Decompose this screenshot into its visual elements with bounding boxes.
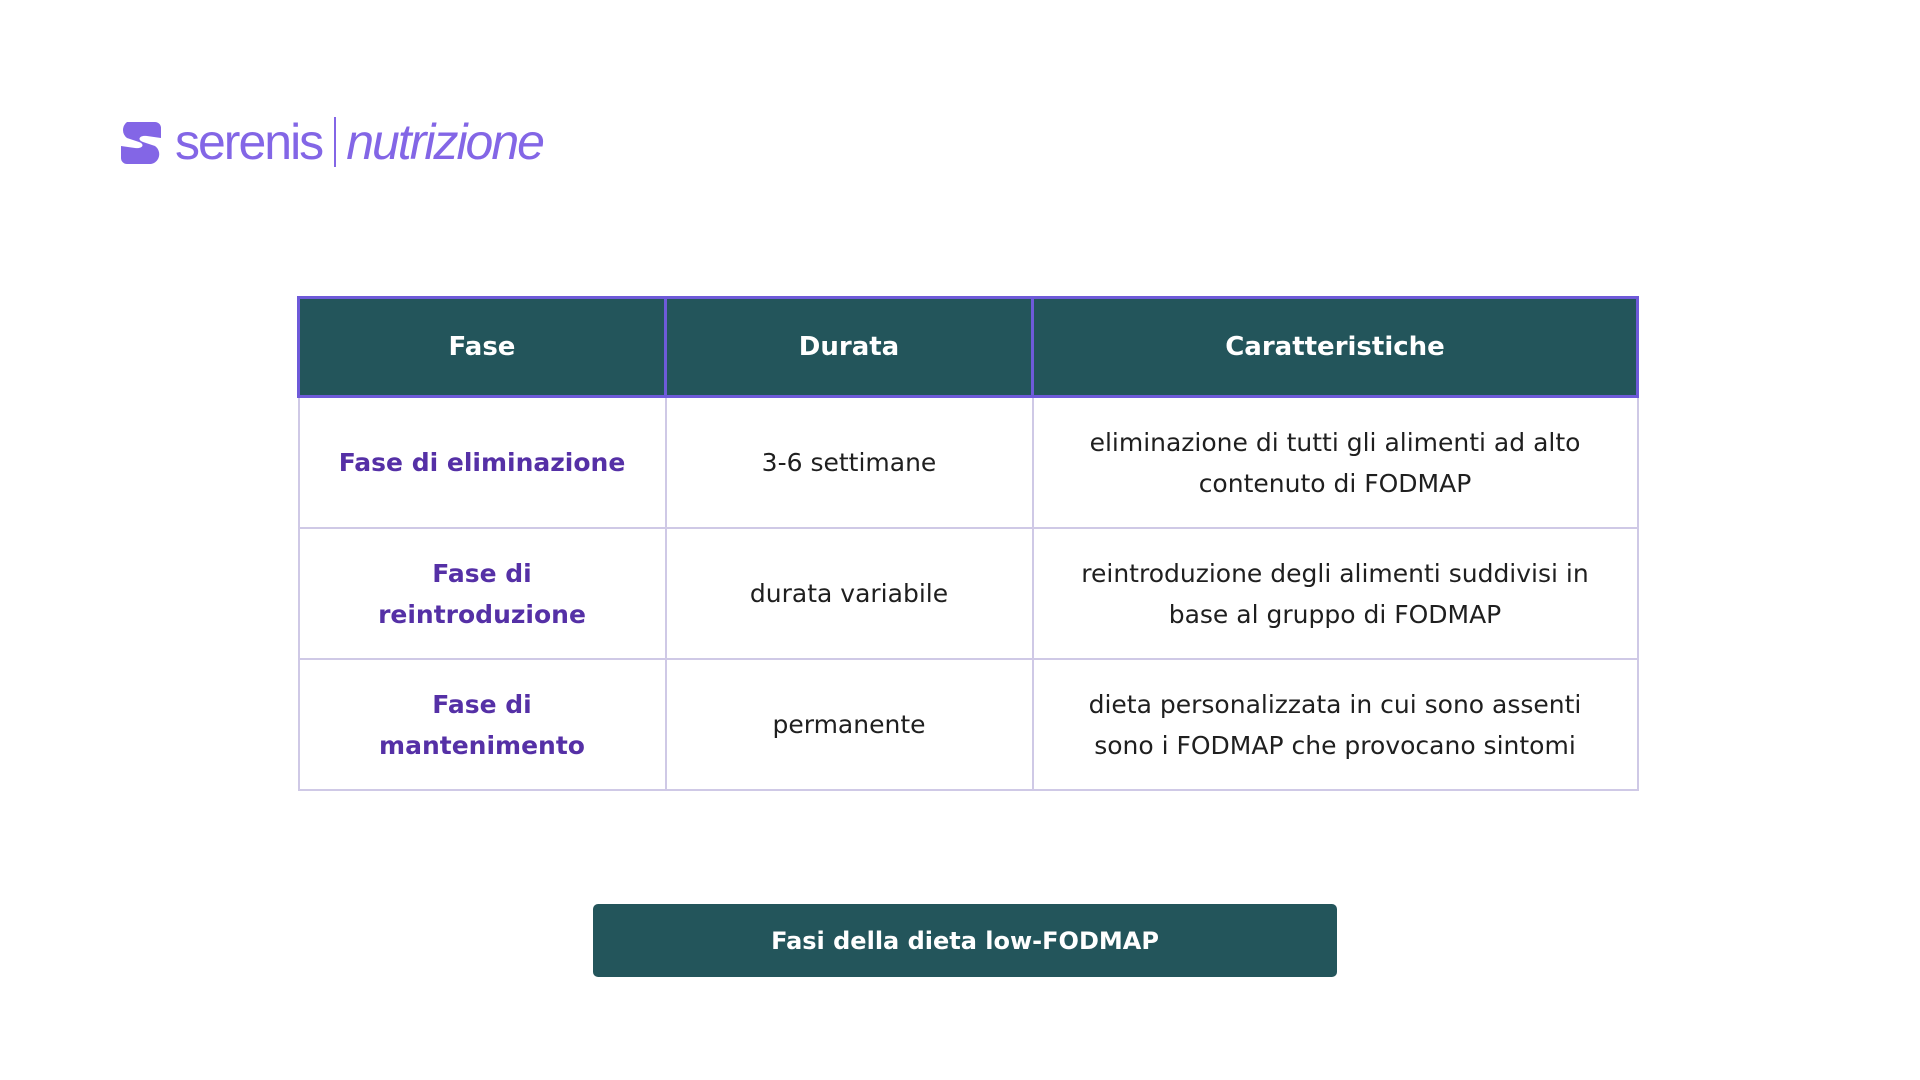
table-header-row — [299, 298, 1638, 397]
duration-cell: permanente — [666, 659, 1033, 790]
phase-cell: Fase di mantenimento — [299, 659, 666, 790]
duration-cell: durata variabile — [666, 528, 1033, 659]
phase-cell: Fase di reintroduzione — [299, 528, 666, 659]
phases-table — [297, 296, 1639, 791]
phase-cell: Fase di eliminazione — [299, 397, 666, 529]
table-row — [299, 659, 1638, 790]
features-cell: dieta personalizzata in cui sono assenti sono i FODMAP che provocano sintomi — [1033, 659, 1638, 790]
features-cell: eliminazione di tutti gli alimenti ad alto contenuto di FODMAP — [1033, 397, 1638, 529]
table-row — [299, 528, 1638, 659]
brand-name: serenis — [175, 114, 323, 170]
table-row — [299, 397, 1638, 529]
features-cell: reintroduzione degli alimenti suddivisi in base al gruppo di FODMAP — [1033, 528, 1638, 659]
brand-logo — [117, 110, 543, 174]
serenis-logo-icon — [117, 118, 165, 166]
brand-subtitle: nutrizione — [346, 114, 543, 170]
header-phase: Fase — [299, 298, 666, 397]
brand-divider — [334, 117, 336, 167]
phases-table-container — [297, 296, 1636, 791]
header-features: Caratteristiche — [1033, 298, 1638, 397]
table-caption: Fasi della dieta low-FODMAP — [593, 904, 1337, 977]
duration-cell: 3-6 settimane — [666, 397, 1033, 529]
header-duration: Durata — [666, 298, 1033, 397]
